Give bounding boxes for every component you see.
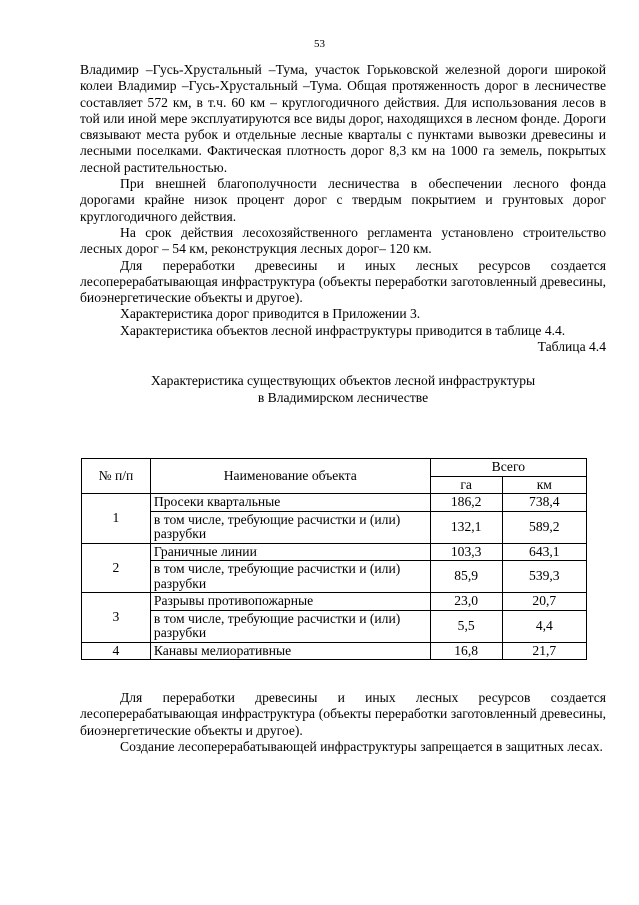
table-label: Таблица 4.4 — [537, 339, 606, 355]
header-unit-ha: га — [430, 476, 502, 494]
table-caption — [80, 373, 606, 406]
row-num: 2 — [82, 543, 151, 593]
table-header-row — [82, 459, 587, 477]
paragraph: При внешней благополучности лесничества в обеспечении лесного фонда дорогами крайне низок процент дорог с твердым покрытием и грунтовых дорог круглогодичного действия. — [80, 176, 606, 224]
header-total: Всего — [430, 459, 586, 477]
row-ha: 132,1 — [430, 511, 502, 543]
row-num: 4 — [82, 642, 151, 660]
row-km: 643,1 — [502, 543, 586, 561]
header-name: Наименование объекта — [150, 459, 430, 494]
table-row — [82, 561, 587, 593]
row-name: в том числе, требующие расчистки и (или) разрубки — [150, 511, 430, 543]
row-km: 589,2 — [502, 511, 586, 543]
row-name: Канавы мелиоративные — [150, 642, 430, 660]
page-number: 53 — [314, 38, 325, 50]
table-row — [82, 593, 587, 611]
table-row — [82, 543, 587, 561]
row-km: 20,7 — [502, 593, 586, 611]
row-name: Граничные линии — [150, 543, 430, 561]
paragraph: На срок действия лесохозяйственного регламента установлено строительство лесных дорог – 54 км, реконструкция лесных дорог– 120 км. — [80, 224, 606, 257]
row-km: 21,7 — [502, 642, 586, 660]
paragraph: Создание лесоперерабатывающей инфраструктуры запрещается в защитных лесах. — [120, 738, 603, 754]
row-num: 1 — [82, 494, 151, 544]
row-ha: 103,3 — [430, 543, 502, 561]
row-num: 3 — [82, 593, 151, 643]
row-name: в том числе, требующие расчистки и (или) разрубки — [150, 561, 430, 593]
paragraph: Для переработки древесины и иных лесных ресурсов создается лесоперерабатывающая инфраструктура (объекты переработки заготовленный древесины, биоэнергетические объекты и другое). — [80, 257, 606, 306]
table-row — [82, 511, 587, 543]
header-unit-km: км — [502, 476, 586, 494]
row-km: 539,3 — [502, 561, 586, 593]
row-ha: 23,0 — [430, 593, 502, 611]
infrastructure-table — [81, 458, 587, 660]
body-text-top — [80, 62, 606, 406]
row-ha: 85,9 — [430, 561, 502, 593]
row-name: в том числе, требующие расчистки и (или) разрубки — [150, 610, 430, 642]
paragraph: Владимир –Гусь-Хрустальный –Тума, участок Горьковской железной дороги широкой колеи Владимир –Гусь-Хрустальный –Тума. Общая протяженность дорог в лесничестве составляет 572 км, в т.ч. 60 км – круглогодичного действия. Для использования лесов в той или иной мере эксплуатируются все виды дорог, находящихся в лесном фонде. Дороги связывают места рубок и отдельные лесные кварталы с пунктами вывозки древесины и лесными поселками. Фактическая плотность дорог 8,3 км на 1000 га земель, покрытых лесной растительностью. — [80, 62, 606, 175]
paragraph: Для переработки древесины и иных лесных ресурсов создается лесоперерабатывающая инфраструктура (объекты переработки заготовленный древесины, биоэнергетические объекты и другое). — [80, 690, 606, 738]
header-num: № п/п — [82, 459, 151, 494]
row-name: Разрывы противопожарные — [150, 593, 430, 611]
table-row — [82, 642, 587, 660]
paragraph: Характеристика объектов лесной инфраструктуры приводится в таблице 4.4. — [120, 322, 566, 338]
table-row — [82, 494, 587, 512]
table-row — [82, 610, 587, 642]
row-km: 4,4 — [502, 610, 586, 642]
table-caption-line2: в Владимирском лесничестве — [257, 389, 429, 405]
body-text-bottom — [80, 690, 606, 755]
row-ha: 16,8 — [430, 642, 502, 660]
row-ha: 186,2 — [430, 494, 502, 512]
row-name: Просеки квартальные — [150, 494, 430, 512]
row-km: 738,4 — [502, 494, 586, 512]
paragraph: Характеристика дорог приводится в Приложении 3. — [120, 306, 421, 322]
table-caption-line1: Характеристика существующих объектов лесной инфраструктуры — [150, 373, 536, 389]
row-ha: 5,5 — [430, 610, 502, 642]
